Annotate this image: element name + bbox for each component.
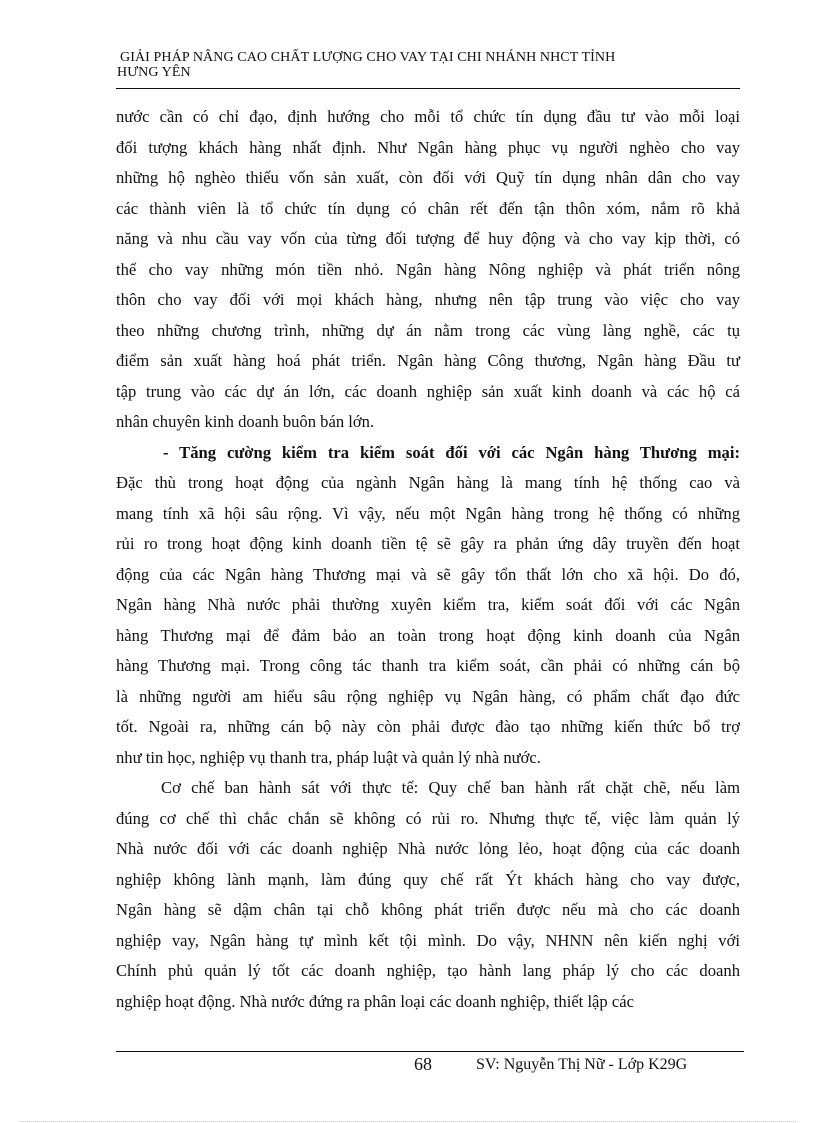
text-line: Ngân hàng Nhà nước phải thường xuyên kiểm tra, kiểm soát đối với các Ngân — [116, 595, 740, 614]
header-line-1: GIẢI PHÁP NÂNG CAO CHẤT LƯỢNG CHO VAY TẠI CHI NHÁNH NHCT TỈNH — [120, 50, 616, 65]
text-line: điểm sản xuất hàng hoá phát triển. Ngân hàng Công thương, Ngân hàng Đầu tư — [116, 351, 740, 370]
text-line: Ngân hàng sẽ dậm chân tại chỗ không phát triển được nếu mà cho các doanh — [116, 900, 740, 919]
body-text — [116, 102, 740, 1017]
text-line: nhân chuyên kinh doanh buôn bán lớn. — [116, 412, 375, 431]
page-number: 68 — [414, 1054, 432, 1074]
header-line-2: HƯNG YÊN — [117, 65, 191, 80]
text-line: mang tính xã hội sâu rộng. Vì vậy, nếu một Ngân hàng trong hệ thống có những — [116, 503, 740, 523]
text-line: tốt. Ngoài ra, những cán bộ này còn phải được đào tạo những kiến thức bổ trợ — [116, 717, 740, 736]
text-line: đúng cơ chế thì chắc chắn sẽ không có rủi ro. Nhưng thực tế, việc làm quản lý — [116, 808, 740, 828]
running-header — [117, 50, 737, 80]
text-line: thể cho vay những món tiền nhỏ. Ngân hàng Nông nghiệp và phát triển nông — [116, 259, 740, 279]
header-rule — [116, 88, 740, 89]
text-line: Đặc thù trong hoạt động của ngành Ngân hàng là mang tính hệ thống cao và — [116, 473, 740, 492]
footer-rule — [116, 1051, 744, 1052]
text-line: tập trung vào các dự án lớn, các doanh nghiệp sản xuất kinh doanh và các hộ cá — [116, 381, 740, 401]
text-line: thôn cho vay đối với mọi khách hàng, nhưng nên tập trung vào việc cho vay — [116, 290, 740, 309]
text-line: các thành viên là tổ chức tín dụng có chân rết đến tận thôn xóm, nắm rõ khả — [116, 198, 740, 218]
text-line: năng và nhu cầu vay vốn của từng đối tượng để huy động và cho vay kịp thời, có — [116, 229, 740, 248]
text-line: theo những chương trình, những dự án nằm trong các vùng làng nghề, các tụ — [116, 320, 740, 340]
text-line: những hộ nghèo thiếu vốn sản xuất, còn đối với Quỹ tín dụng nhân dân cho vay — [116, 168, 740, 187]
text-line: Cơ chế ban hành sát với thực tế: Quy chế ban hành rất chặt chẽ, nếu làm — [161, 778, 740, 797]
text-line: đối tượng khách hàng nhất định. Như Ngân hàng phục vụ người nghèo cho vay — [116, 137, 740, 157]
text-line: hàng Thương mại để đảm bảo an toàn trong hoạt động kinh doanh của Ngân — [116, 625, 740, 645]
text-line: nước cần có chỉ đạo, định hướng cho mỗi tổ chức tín dụng đầu tư vào mỗi loại — [116, 107, 740, 126]
text-line: động của các Ngân hàng Thương mại và sẽ gây tổn thất lớn cho xã hội. Do đó, — [116, 564, 740, 584]
text-line: là những người am hiểu sâu rộng nghiệp vụ Ngân hàng, có phẩm chất đạo đức — [116, 686, 740, 706]
footer-student-info: SV: Nguyễn Thị Nữ - Lớp K29G — [476, 1056, 688, 1073]
text-line: rủi ro trong hoạt động kinh doanh tiền tệ sẽ gây ra phản ứng dây truyền đến hoạt — [116, 534, 740, 553]
text-line: nghiệp hoạt động. Nhà nước đứng ra phân loại các doanh nghiệp, thiết lập các — [116, 991, 634, 1011]
text-line: nghiệp vay, Ngân hàng tự mình kết tội mình. Do vậy, NHNN nên kiến nghị với — [116, 930, 740, 950]
text-line: hàng Thương mại. Trong công tác thanh tra kiểm soát, cần phải có những cán bộ — [116, 656, 740, 675]
page-bottom-divider — [20, 1121, 796, 1122]
text-line: nghiệp không lành mạnh, làm đúng quy chế rất Ýt khách hàng cho vay được, — [116, 869, 740, 889]
text-line: Nhà nước đối với các doanh nghiệp Nhà nước lỏng lẻo, hoạt động của các doanh — [116, 839, 740, 858]
text-line: như tin học, nghiệp vụ thanh tra, pháp luật và quản lý nhà nước. — [116, 747, 541, 767]
text-line: Chính phủ quản lý tốt các doanh nghiệp, tạo hành lang pháp lý cho các doanh — [116, 961, 740, 980]
section-heading: - Tăng cường kiểm tra kiểm soát đối với các Ngân hàng Thương mại: — [163, 442, 740, 462]
